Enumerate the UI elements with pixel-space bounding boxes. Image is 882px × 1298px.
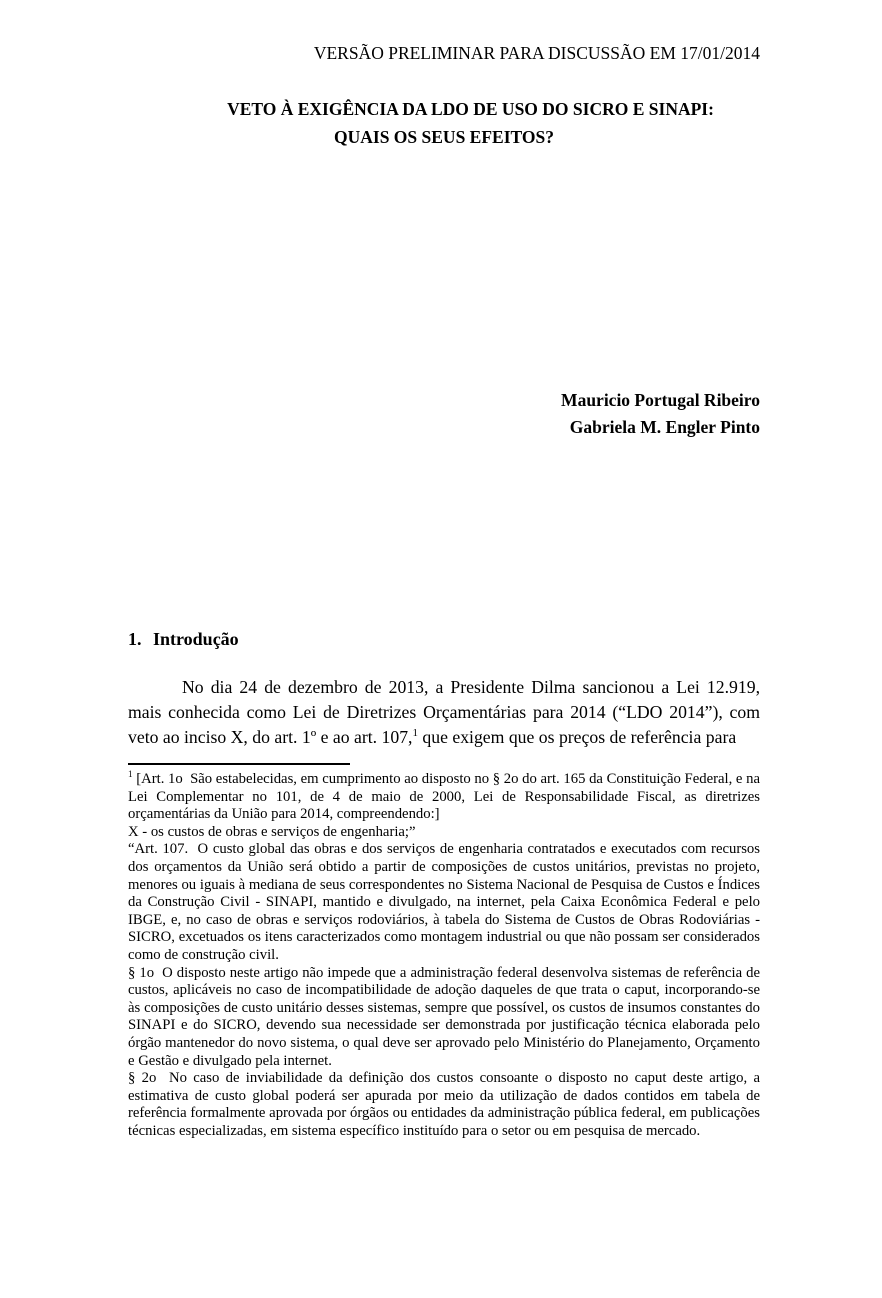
author-name-1: Mauricio Portugal Ribeiro <box>561 390 760 410</box>
footnote-segment-5: § 2o No caso de inviabilidade da definição dos custos consoante o disposto no caput deste artigo, a estimativa de custo global poderá ser apurada por meio da utilização de dados contidos em tabela de referência formalmente aprovada por órgãos ou entidades da administração pública federal, em publicações técnicas especializadas, em sistema específico instituído para o setor ou em pesquisa de mercado. <box>128 1070 760 1139</box>
footnote-segment-1 <box>128 771 760 824</box>
document-page <box>0 42 882 1298</box>
footnote-segment-4: § 1o O disposto neste artigo não impede que a administração federal desenvolva sistemas de referência de custos, aplicáveis no caso de incompatibilidade de adoção daqueles de que trata o caput, incorporando-se às composições de custo unitário desses sistemas, sempre que possível, os custos de insumos constantes do SINAPI e do SICRO, devendo sua necessidade ser demonstrada por justificação técnica elaborada pelo órgão mantenedor do novo sistema, o qual deve ser aprovado pelo Ministério do Planejamento, Orçamento e Gestão e divulgado pela internet. <box>128 964 760 1069</box>
footnote-number: 1 <box>128 769 133 780</box>
footnote-separator-rule <box>128 763 350 765</box>
intro-paragraph <box>128 675 760 750</box>
footnote-reference-marker: 1 <box>412 727 418 740</box>
footnote-segment-2: X - os custos de obras e serviços de engenharia;” <box>128 823 416 840</box>
footnote-block <box>128 771 760 1140</box>
footnote-segment-3: “Art. 107. O custo global das obras e dos serviços de engenharia contratados e executados com recursos dos orçamentos da União será obtido a partir de composições de custos unitários, previstas no projeto, menores ou iguais à mediana de seus correspondentes no Sistema Nacional de Pesquisa de Custos e Índices da Construção Civil - SINAPI, mantido e divulgado, na internet, pela Caixa Econômica Federal e pelo IBGE, e, no caso de obras e serviços rodoviários, à tabela do Sistema de Custos de Obras Rodoviárias - SICRO, excetuados os itens caracterizados como montagem industrial ou que não possam ser considerados como de construção civil. <box>128 841 760 963</box>
version-header: VERSÃO PRELIMINAR PARA DISCUSSÃO EM 17/01/2014 <box>313 43 760 63</box>
intro-paragraph-text: No dia 24 de dezembro de 2013, a Presidente Dilma sancionou a Lei 12.919, mais conhecida como Lei de Diretrizes Orçamentárias para 2014 (“LDO 2014”), com veto ao inciso X, do art. 1º e ao art. 107, <box>128 677 760 747</box>
authors-block <box>128 387 760 441</box>
section-heading-introduction <box>128 627 760 652</box>
document-title <box>128 95 760 151</box>
footnote-segment-1-text: [Art. 1o São estabelecidas, em cumprimento ao disposto no § 2o do art. 165 da Constituição Federal, e na Lei Complementar no 101, de 4 de maio de 2000, Lei de Responsabilidade Fiscal, as diretrizes orçamentárias da União para 2014, compreendendo:] <box>128 771 760 823</box>
document-title-line-2: QUAIS OS SEUS EFEITOS? <box>334 127 554 147</box>
section-title: Introdução <box>153 629 239 649</box>
author-name-2: Gabriela M. Engler Pinto <box>569 417 760 437</box>
intro-paragraph-text-continued: que exigem que os preços de referência para <box>417 727 737 747</box>
section-number: 1. <box>128 629 142 649</box>
document-title-line-1: VETO À EXIGÊNCIA DA LDO DE USO DO SICRO E SINAPI: <box>227 99 714 119</box>
